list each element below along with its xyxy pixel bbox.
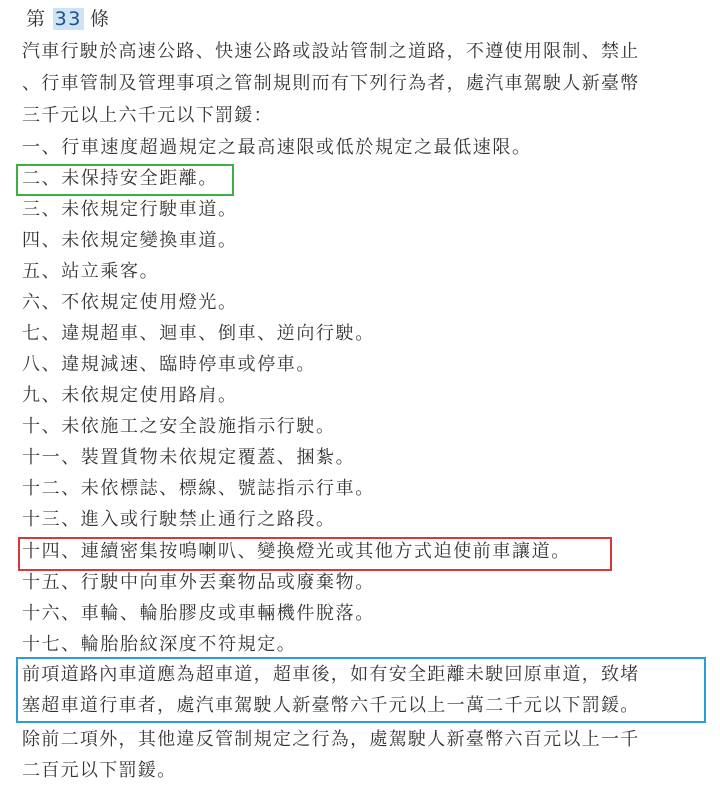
article-prefix: 第 xyxy=(26,8,47,30)
list-item: 十六、車輪、輪胎膠皮或車輛機件脫落。 xyxy=(22,603,375,624)
list-item: 五、站立乘客。 xyxy=(22,261,160,282)
list-item-safe-distance: 二、未保持安全距離。 xyxy=(22,168,218,189)
article-heading xyxy=(26,6,111,32)
list-item: 十五、行駛中向車外丟棄物品或廢棄物。 xyxy=(22,572,375,593)
list-item: 九、未依規定使用路肩。 xyxy=(22,385,238,406)
list-item: 七、違規超車、迴車、倒車、逆向行駛。 xyxy=(22,323,375,344)
intro-line: 三千元以上六千元以下罰鍰： xyxy=(22,105,273,126)
intro-line: 、行車管制及管理事項之管制規則而有下列行為者，處汽車駕駛人新臺幣 xyxy=(22,73,640,94)
other-violation-paragraph-line: 二百元以下罰鍰。 xyxy=(22,760,177,781)
list-item: 四、未依規定變換車道。 xyxy=(22,230,238,251)
list-item: 六、不依規定使用燈光。 xyxy=(22,292,238,313)
passing-lane-paragraph-line: 塞超車道行車者，處汽車駕駛人新臺幣六千元以上一萬二千元以下罰鍰。 xyxy=(22,695,640,716)
list-item: 八、違規減速、臨時停車或停車。 xyxy=(22,354,316,375)
list-item: 三、未依規定行駛車道。 xyxy=(22,199,238,220)
other-violation-paragraph-line: 除前二項外，其他違反管制規定之行為，處駕駛人新臺幣六百元以上一千 xyxy=(22,729,640,750)
passing-lane-paragraph-line: 前項道路內車道應為超車道，超車後，如有安全距離未駛回原車道，致堵 xyxy=(22,664,640,685)
article-number: 33 xyxy=(54,8,82,30)
list-item: 十二、未依標誌、標線、號誌指示行車。 xyxy=(22,478,375,499)
article-suffix: 條 xyxy=(90,8,111,30)
list-item: 十一、裝置貨物未依規定覆蓋、捆紮。 xyxy=(22,447,356,468)
list-item: 十三、進入或行駛禁止通行之路段。 xyxy=(22,509,336,530)
list-item: 十七、輪胎胎紋深度不符規定。 xyxy=(22,634,297,655)
list-item: 十、未依施工之安全設施指示行駛。 xyxy=(22,416,336,437)
list-item: 一、行車速度超過規定之最高速限或低於規定之最低速限。 xyxy=(22,137,532,158)
list-item-forcing-yield: 十四、連續密集按鳴喇叭、變換燈光或其他方式迫使前車讓道。 xyxy=(22,541,571,562)
intro-line: 汽車行駛於高速公路、快速公路或設站管制之道路，不遵使用限制、禁止 xyxy=(22,41,640,62)
